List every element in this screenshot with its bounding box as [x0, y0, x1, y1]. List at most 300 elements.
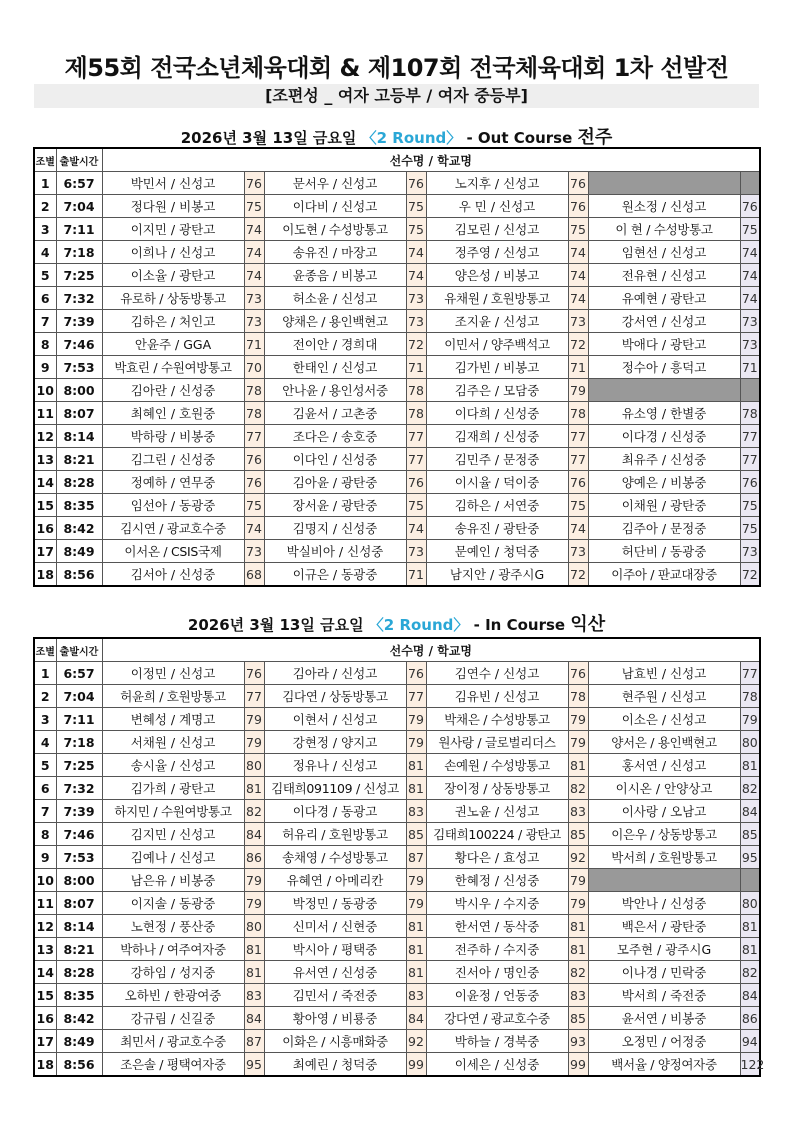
player-name: 이채원 / 광탄중 [588, 494, 740, 517]
player-name: 신미서 / 신현중 [264, 915, 406, 938]
empty-slot [740, 172, 760, 195]
player-score: 78 [740, 685, 760, 708]
page-subtitle: [조편성 _ 여자 고등부 / 여자 중등부] [34, 84, 759, 108]
player-score: 83 [568, 984, 588, 1007]
player-score: 85 [568, 823, 588, 846]
player-name: 박하랑 / 비봉중 [102, 425, 244, 448]
player-name: 이민서 / 양주백석고 [426, 333, 568, 356]
player-score: 83 [568, 800, 588, 823]
player-score: 80 [740, 892, 760, 915]
player-score: 79 [244, 731, 264, 754]
player-score: 84 [244, 1007, 264, 1030]
player-score: 76 [406, 662, 426, 685]
player-name: 박서희 / 죽전중 [588, 984, 740, 1007]
start-time: 7:53 [56, 356, 102, 379]
table-row [34, 1053, 760, 1077]
start-time: 7:32 [56, 777, 102, 800]
header-names: 선수명 / 학교명 [102, 148, 760, 172]
player-score: 79 [244, 708, 264, 731]
player-name: 이시온 / 안양상고 [588, 777, 740, 800]
start-time: 8:21 [56, 448, 102, 471]
player-name: 안윤주 / GGA [102, 333, 244, 356]
player-score: 76 [740, 195, 760, 218]
group-number: 9 [34, 846, 56, 869]
empty-slot [588, 172, 740, 195]
player-name: 김가빈 / 비봉고 [426, 356, 568, 379]
player-score: 82 [740, 961, 760, 984]
player-name: 박채은 / 수성방통고 [426, 708, 568, 731]
table-row [34, 915, 760, 938]
section-course: - Out Course [466, 129, 573, 147]
player-score: 77 [244, 425, 264, 448]
player-name: 김가희 / 광탄고 [102, 777, 244, 800]
player-score: 95 [740, 846, 760, 869]
player-score: 75 [244, 494, 264, 517]
player-score: 79 [568, 379, 588, 402]
player-score: 76 [568, 662, 588, 685]
player-score: 76 [568, 471, 588, 494]
player-score: 78 [244, 402, 264, 425]
start-time: 7:46 [56, 823, 102, 846]
group-number: 5 [34, 754, 56, 777]
player-score: 86 [740, 1007, 760, 1030]
player-score: 75 [568, 218, 588, 241]
group-number: 16 [34, 1007, 56, 1030]
start-time: 8:56 [56, 563, 102, 587]
player-name: 이다경 / 신성중 [588, 425, 740, 448]
player-name: 우 민 / 신성고 [426, 195, 568, 218]
start-time: 7:18 [56, 241, 102, 264]
player-score: 73 [244, 287, 264, 310]
player-name: 임선아 / 동광중 [102, 494, 244, 517]
player-name: 박실비아 / 신성중 [264, 540, 406, 563]
player-name: 최유주 / 신성중 [588, 448, 740, 471]
player-score: 71 [568, 356, 588, 379]
player-score: 87 [406, 846, 426, 869]
group-number: 11 [34, 402, 56, 425]
start-time: 8:14 [56, 425, 102, 448]
player-score: 122 [740, 1053, 760, 1077]
player-score: 82 [740, 777, 760, 800]
table-row [34, 892, 760, 915]
player-score: 99 [406, 1053, 426, 1077]
player-name: 황다은 / 효성고 [426, 846, 568, 869]
player-score: 75 [244, 195, 264, 218]
start-time: 7:04 [56, 195, 102, 218]
player-name: 최민서 / 광교호수중 [102, 1030, 244, 1053]
player-name: 이다경 / 동광고 [264, 800, 406, 823]
player-name: 김시연 / 광교호수중 [102, 517, 244, 540]
player-name: 김하은 / 서연중 [426, 494, 568, 517]
player-score: 81 [740, 915, 760, 938]
player-name: 이세은 / 신성중 [426, 1053, 568, 1077]
player-score: 72 [406, 333, 426, 356]
player-score: 85 [568, 1007, 588, 1030]
player-name: 전유현 / 신성고 [588, 264, 740, 287]
player-score: 79 [406, 708, 426, 731]
player-score: 74 [568, 241, 588, 264]
player-score: 71 [406, 563, 426, 587]
player-name: 정다원 / 비봉고 [102, 195, 244, 218]
player-score: 73 [406, 287, 426, 310]
start-time: 8:07 [56, 892, 102, 915]
group-number: 10 [34, 379, 56, 402]
player-name: 박애다 / 광탄고 [588, 333, 740, 356]
player-name: 한태인 / 신성고 [264, 356, 406, 379]
player-name: 강다연 / 광교호수중 [426, 1007, 568, 1030]
player-score: 79 [406, 892, 426, 915]
player-name: 이서온 / CSIS국제 [102, 540, 244, 563]
player-name: 이다인 / 신성중 [264, 448, 406, 471]
player-score: 84 [740, 984, 760, 1007]
header-time: 출발시간 [56, 148, 102, 172]
player-score: 80 [740, 731, 760, 754]
table-row [34, 333, 760, 356]
group-number: 9 [34, 356, 56, 379]
player-name: 남효빈 / 신성고 [588, 662, 740, 685]
group-number: 17 [34, 540, 56, 563]
player-score: 79 [406, 869, 426, 892]
player-name: 정주영 / 신성고 [426, 241, 568, 264]
player-score: 79 [568, 708, 588, 731]
player-name: 이다희 / 신성중 [426, 402, 568, 425]
start-time: 8:07 [56, 402, 102, 425]
start-time: 8:28 [56, 471, 102, 494]
player-name: 김주은 / 모담중 [426, 379, 568, 402]
player-score: 78 [568, 402, 588, 425]
table-row [34, 264, 760, 287]
player-name: 최혜인 / 호원중 [102, 402, 244, 425]
player-name: 현주원 / 신성고 [588, 685, 740, 708]
start-time: 6:57 [56, 172, 102, 195]
player-name: 유서연 / 신성중 [264, 961, 406, 984]
player-name: 이다비 / 신성고 [264, 195, 406, 218]
player-name: 손예원 / 수성방통고 [426, 754, 568, 777]
section-city: 익산 [570, 614, 606, 635]
player-name: 홍서연 / 신성고 [588, 754, 740, 777]
group-number: 18 [34, 563, 56, 587]
player-name: 김아란 / 신성중 [102, 379, 244, 402]
player-score: 73 [740, 333, 760, 356]
player-score: 87 [244, 1030, 264, 1053]
player-score: 77 [568, 448, 588, 471]
table-row [34, 287, 760, 310]
player-score: 81 [406, 961, 426, 984]
group-number: 4 [34, 731, 56, 754]
header-group: 조별 [34, 148, 56, 172]
player-score: 72 [740, 563, 760, 587]
player-score: 82 [244, 800, 264, 823]
player-name: 노지후 / 신성고 [426, 172, 568, 195]
player-name: 이소율 / 광탄고 [102, 264, 244, 287]
table-row [34, 310, 760, 333]
page-title: 제55회 전국소년체육대회 & 제107회 전국체육대회 1차 선발전 [64, 54, 729, 82]
start-time: 8:28 [56, 961, 102, 984]
player-score: 77 [568, 425, 588, 448]
table-row [34, 754, 760, 777]
player-name: 백서율 / 양정여자중 [588, 1053, 740, 1077]
player-name: 김윤서 / 고촌중 [264, 402, 406, 425]
start-time: 7:11 [56, 218, 102, 241]
player-score: 77 [406, 685, 426, 708]
player-score: 81 [406, 915, 426, 938]
player-score: 75 [740, 494, 760, 517]
start-time: 8:42 [56, 517, 102, 540]
player-name: 장이정 / 상동방통고 [426, 777, 568, 800]
group-number: 18 [34, 1053, 56, 1077]
player-name: 강서연 / 신성고 [588, 310, 740, 333]
player-name: 허단비 / 동광중 [588, 540, 740, 563]
player-score: 70 [244, 356, 264, 379]
group-number: 13 [34, 938, 56, 961]
player-score: 74 [244, 241, 264, 264]
start-time: 8:49 [56, 1030, 102, 1053]
player-name: 오하빈 / 한광여중 [102, 984, 244, 1007]
player-score: 68 [244, 563, 264, 587]
player-score: 73 [568, 310, 588, 333]
player-name: 이사랑 / 오남고 [588, 800, 740, 823]
player-score: 71 [406, 356, 426, 379]
table-header-row [34, 638, 760, 662]
player-score: 81 [406, 938, 426, 961]
player-name: 김주아 / 문정중 [588, 517, 740, 540]
player-name: 최예린 / 청덕중 [264, 1053, 406, 1077]
start-time: 7:39 [56, 310, 102, 333]
player-name: 김지민 / 신성고 [102, 823, 244, 846]
player-score: 76 [568, 172, 588, 195]
player-name: 김연수 / 신성고 [426, 662, 568, 685]
player-score: 72 [568, 333, 588, 356]
player-score: 77 [406, 448, 426, 471]
table-row [34, 563, 760, 587]
player-score: 83 [406, 984, 426, 1007]
player-score: 99 [568, 1053, 588, 1077]
player-name: 이 현 / 수성방통고 [588, 218, 740, 241]
player-score: 74 [740, 264, 760, 287]
player-name: 하지민 / 수원여방통고 [102, 800, 244, 823]
player-score: 74 [406, 241, 426, 264]
player-score: 74 [568, 287, 588, 310]
player-score: 81 [568, 915, 588, 938]
group-number: 14 [34, 961, 56, 984]
start-time: 7:53 [56, 846, 102, 869]
player-score: 84 [244, 823, 264, 846]
section-course: - In Course [473, 616, 566, 634]
table-row [34, 494, 760, 517]
group-number: 10 [34, 869, 56, 892]
player-name: 모주현 / 광주시G [588, 938, 740, 961]
player-name: 강규림 / 신길중 [102, 1007, 244, 1030]
player-score: 76 [406, 172, 426, 195]
group-number: 13 [34, 448, 56, 471]
player-name: 윤서연 / 비봉중 [588, 1007, 740, 1030]
player-name: 박효린 / 수원여방통고 [102, 356, 244, 379]
player-name: 유혜연 / 아메리칸 [264, 869, 406, 892]
player-score: 76 [244, 471, 264, 494]
player-score: 81 [244, 961, 264, 984]
player-name: 정예하 / 연무중 [102, 471, 244, 494]
player-score: 73 [406, 540, 426, 563]
player-name: 유예현 / 광탄고 [588, 287, 740, 310]
group-number: 7 [34, 310, 56, 333]
player-score: 78 [406, 402, 426, 425]
player-score: 73 [740, 310, 760, 333]
start-time: 7:32 [56, 287, 102, 310]
player-name: 박민서 / 신성고 [102, 172, 244, 195]
player-score: 71 [740, 356, 760, 379]
table-row [34, 241, 760, 264]
group-number: 2 [34, 195, 56, 218]
group-number: 7 [34, 800, 56, 823]
group-number: 8 [34, 333, 56, 356]
player-score: 79 [244, 892, 264, 915]
start-time: 7:04 [56, 685, 102, 708]
player-name: 강현정 / 양지고 [264, 731, 406, 754]
player-name: 허유리 / 호원방통고 [264, 823, 406, 846]
player-name: 허소윤 / 신성고 [264, 287, 406, 310]
start-time: 8:00 [56, 379, 102, 402]
empty-slot [588, 379, 740, 402]
player-score: 74 [406, 264, 426, 287]
player-score: 78 [244, 379, 264, 402]
player-score: 79 [568, 892, 588, 915]
player-name: 장서윤 / 광탄중 [264, 494, 406, 517]
player-name: 김하은 / 처인고 [102, 310, 244, 333]
player-score: 80 [244, 754, 264, 777]
player-name: 이소은 / 신성고 [588, 708, 740, 731]
player-score: 85 [406, 823, 426, 846]
player-score: 80 [244, 915, 264, 938]
player-score: 74 [740, 241, 760, 264]
player-score: 76 [244, 448, 264, 471]
player-name: 전이안 / 경희대 [264, 333, 406, 356]
start-time: 7:25 [56, 754, 102, 777]
player-score: 72 [568, 563, 588, 587]
player-score: 74 [406, 517, 426, 540]
table-row [34, 823, 760, 846]
player-name: 백은서 / 광탄중 [588, 915, 740, 938]
player-score: 79 [740, 708, 760, 731]
player-name: 윤종음 / 비봉고 [264, 264, 406, 287]
player-name: 임현선 / 신성고 [588, 241, 740, 264]
start-time: 8:35 [56, 984, 102, 1007]
player-score: 78 [740, 402, 760, 425]
player-score: 73 [244, 540, 264, 563]
player-score: 75 [406, 218, 426, 241]
player-score: 73 [244, 310, 264, 333]
player-name: 이지솔 / 동광중 [102, 892, 244, 915]
table-header-row [34, 148, 760, 172]
table-row [34, 172, 760, 195]
table-row [34, 777, 760, 800]
player-name: 유로하 / 상동방통고 [102, 287, 244, 310]
table-row [34, 517, 760, 540]
player-score: 75 [406, 494, 426, 517]
player-score: 76 [740, 471, 760, 494]
group-number: 15 [34, 984, 56, 1007]
group-number: 6 [34, 287, 56, 310]
player-name: 변혜성 / 계명고 [102, 708, 244, 731]
player-score: 73 [406, 310, 426, 333]
player-name: 김아라 / 신성고 [264, 662, 406, 685]
player-score: 79 [568, 869, 588, 892]
group-number: 12 [34, 425, 56, 448]
player-name: 김예나 / 신성고 [102, 846, 244, 869]
start-time: 7:39 [56, 800, 102, 823]
player-name: 박서희 / 호원방통고 [588, 846, 740, 869]
player-name: 이정민 / 신성고 [102, 662, 244, 685]
section-title-out [34, 123, 759, 149]
table-row [34, 662, 760, 685]
group-number: 3 [34, 708, 56, 731]
player-name: 정유나 / 신성고 [264, 754, 406, 777]
table-row [34, 685, 760, 708]
section-date: 2026년 3월 13일 금요일 [187, 616, 364, 634]
table-row [34, 540, 760, 563]
table-row [34, 961, 760, 984]
player-score: 85 [740, 823, 760, 846]
player-score: 74 [244, 264, 264, 287]
start-time: 8:00 [56, 869, 102, 892]
empty-slot [740, 869, 760, 892]
start-time: 8:14 [56, 915, 102, 938]
player-name: 김민주 / 문정중 [426, 448, 568, 471]
player-name: 김서아 / 신성중 [102, 563, 244, 587]
player-name: 조다은 / 송호중 [264, 425, 406, 448]
empty-slot [740, 379, 760, 402]
player-score: 77 [740, 425, 760, 448]
group-number: 15 [34, 494, 56, 517]
player-name: 김다연 / 상동방통고 [264, 685, 406, 708]
player-name: 진서아 / 명인중 [426, 961, 568, 984]
player-score: 73 [568, 540, 588, 563]
player-score: 75 [740, 218, 760, 241]
player-name: 남은유 / 비봉중 [102, 869, 244, 892]
player-score: 92 [406, 1030, 426, 1053]
table-row [34, 402, 760, 425]
player-score: 94 [740, 1030, 760, 1053]
table-row [34, 218, 760, 241]
player-score: 78 [406, 379, 426, 402]
player-name: 김재희 / 신성중 [426, 425, 568, 448]
player-score: 76 [568, 195, 588, 218]
player-name: 노현정 / 풍산중 [102, 915, 244, 938]
player-score: 81 [406, 754, 426, 777]
table-row [34, 938, 760, 961]
player-name: 한서연 / 동삭중 [426, 915, 568, 938]
player-name: 허윤희 / 호원방통고 [102, 685, 244, 708]
player-name: 문예인 / 청덕중 [426, 540, 568, 563]
section-date: 2026년 3월 13일 금요일 [180, 129, 357, 147]
group-number: 12 [34, 915, 56, 938]
player-name: 이규은 / 동광중 [264, 563, 406, 587]
section-round: 〈2 Round〉 [368, 616, 469, 634]
player-score: 81 [568, 938, 588, 961]
player-score: 82 [568, 961, 588, 984]
player-name: 문서우 / 신성고 [264, 172, 406, 195]
player-score: 82 [568, 777, 588, 800]
start-time: 7:11 [56, 708, 102, 731]
group-number: 1 [34, 172, 56, 195]
header-names: 선수명 / 학교명 [102, 638, 760, 662]
group-number: 8 [34, 823, 56, 846]
table-row [34, 731, 760, 754]
player-score: 74 [244, 517, 264, 540]
player-name: 이윤정 / 언동중 [426, 984, 568, 1007]
table-row [34, 846, 760, 869]
player-name: 한혜정 / 신성중 [426, 869, 568, 892]
player-score: 77 [740, 448, 760, 471]
